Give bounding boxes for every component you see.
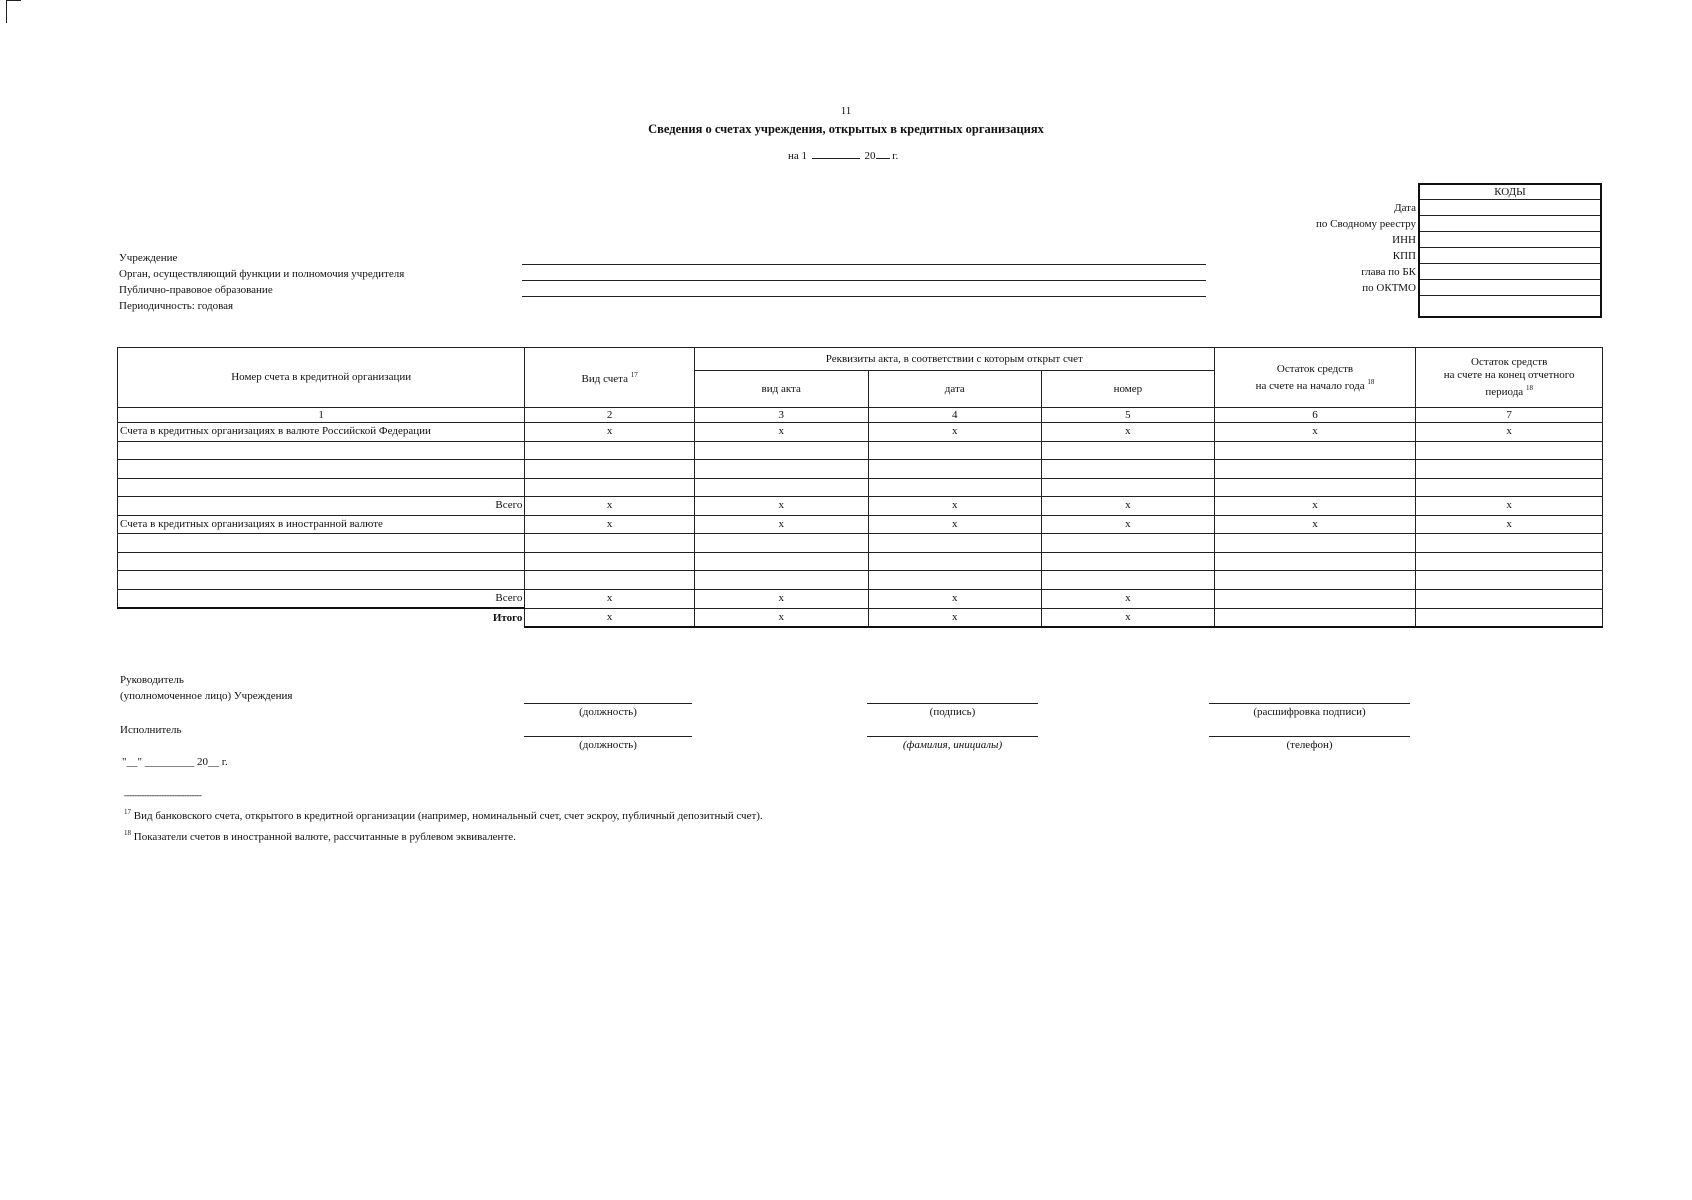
date-suffix: г.	[892, 150, 899, 162]
founder-input-line[interactable]	[522, 280, 1206, 281]
cell-mark: x	[1416, 515, 1603, 534]
table-cell[interactable]	[1042, 534, 1215, 553]
table-cell[interactable]	[525, 534, 695, 553]
field-label-public-entity: Публично-правовое образование	[119, 284, 273, 296]
cell-mark: x	[694, 608, 868, 627]
head-decoding-caption: (расшифровка подписи)	[1253, 706, 1366, 718]
cell-mark: x	[868, 497, 1042, 516]
column-number: 2	[525, 408, 695, 423]
header-balance-end-line3	[1418, 382, 1600, 399]
header-balance-start-text: на счете на начало года	[1255, 379, 1365, 392]
head-signature-line[interactable]	[867, 703, 1038, 704]
footnote-17-mark: 17	[124, 808, 131, 816]
footnote-separator: -------------------------------	[124, 790, 202, 800]
header-balance-start	[1214, 348, 1416, 408]
code-value-date[interactable]	[1419, 200, 1601, 216]
head-label-2: (уполномоченное лицо) Учреждения	[120, 690, 293, 702]
table-cell[interactable]	[1214, 608, 1416, 627]
executor-name-line[interactable]	[867, 736, 1038, 737]
footnote-18-text: Показатели счетов в иностранной валюте, рассчитанные в рублевом эквиваленте.	[133, 831, 516, 843]
header-balance-start-line1: Остаток средств	[1276, 362, 1354, 375]
cell-mark: x	[1214, 497, 1416, 516]
cell-mark: x	[868, 423, 1042, 442]
table-cell[interactable]	[1214, 571, 1416, 590]
column-number: 3	[694, 408, 868, 423]
code-value-kpp[interactable]	[1419, 248, 1601, 264]
header-balance-start-line2	[1217, 376, 1414, 393]
cell-mark: x	[1416, 497, 1603, 516]
footnote-18	[124, 826, 516, 844]
executor-phone-caption: (телефон)	[1286, 739, 1333, 751]
table-cell[interactable]	[868, 552, 1042, 571]
table-cell[interactable]	[868, 571, 1042, 590]
table-cell[interactable]	[118, 441, 525, 460]
header-act-details: Реквизиты акта, в соответствии с которым открыт счет	[694, 348, 1214, 371]
cell-mark: x	[1042, 608, 1215, 627]
total-label-foreign: Всего	[118, 589, 525, 608]
date-year-blank	[876, 148, 890, 159]
field-label-periodicity: Периодичность: годовая	[119, 300, 234, 312]
codes-header: КОДЫ	[1419, 184, 1601, 200]
table-cell[interactable]	[118, 571, 525, 590]
table-cell[interactable]	[1214, 478, 1416, 497]
header-account-type-text: Вид счета	[581, 373, 628, 385]
column-number: 4	[868, 408, 1042, 423]
table-cell[interactable]	[694, 460, 868, 479]
table-cell[interactable]	[118, 478, 525, 497]
header-balance-end-line2: на счете на конец отчетного	[1443, 369, 1575, 381]
table-row	[118, 571, 1603, 590]
field-label-founder: Орган, осуществляющий функции и полномочия учредителя	[119, 268, 405, 280]
section-label-foreign: Счета в кредитных организациях в иностранной валюте	[118, 515, 525, 534]
date-year-prefix: 20	[864, 150, 876, 162]
column-number: 5	[1042, 408, 1215, 423]
executor-position-line[interactable]	[524, 736, 692, 737]
signature-date-line[interactable]: "__" _________ 20__ г.	[122, 756, 228, 768]
table-cell[interactable]	[1042, 571, 1215, 590]
head-signature-caption: (подпись)	[929, 706, 976, 718]
footnote-18-mark: 18	[124, 829, 131, 837]
header-balance-end-line1: Остаток средств	[1471, 356, 1548, 368]
public-entity-input-line[interactable]	[522, 296, 1206, 297]
document-title: Сведения о счетах учреждения, открытых в кредитных организациях	[648, 122, 1044, 136]
header-act-type: вид акта	[694, 371, 868, 408]
section-row-rub	[118, 423, 1603, 442]
cell-mark: x	[1042, 589, 1215, 608]
executor-phone-line[interactable]	[1209, 736, 1410, 737]
field-label-institution: Учреждение	[119, 252, 178, 264]
table-cell[interactable]	[1416, 460, 1603, 479]
table-cell[interactable]	[1214, 589, 1416, 608]
table-cell[interactable]	[694, 478, 868, 497]
section-row-foreign	[118, 515, 1603, 534]
footnote-17-text: Вид банковского счета, открытого в кредитной организации (например, номинальный счет, счет эскроу, публичный депозитный счет).	[133, 810, 763, 822]
table-cell[interactable]	[525, 552, 695, 571]
column-number: 7	[1416, 408, 1603, 423]
table-cell[interactable]	[868, 460, 1042, 479]
code-value-extra[interactable]	[1419, 296, 1601, 318]
header-balance-end	[1416, 348, 1603, 408]
report-date-line	[788, 148, 898, 163]
head-decoding-line[interactable]	[1209, 703, 1410, 704]
cell-mark: x	[694, 423, 868, 442]
code-value-inn[interactable]	[1419, 232, 1601, 248]
cell-mark: x	[525, 589, 695, 608]
table-cell[interactable]	[118, 552, 525, 571]
table-cell[interactable]	[694, 441, 868, 460]
code-label-date: Дата	[1394, 202, 1416, 214]
table-cell[interactable]	[694, 534, 868, 553]
head-label-1: Руководитель	[120, 674, 184, 686]
executor-position-caption: (должность)	[579, 739, 637, 751]
table-cell[interactable]	[525, 478, 695, 497]
table-cell[interactable]	[118, 460, 525, 479]
table-cell[interactable]	[1416, 478, 1603, 497]
cell-mark: x	[1042, 515, 1215, 534]
table-cell[interactable]	[1042, 460, 1215, 479]
footnote-17	[124, 805, 763, 823]
header-act-date: дата	[868, 371, 1042, 408]
table-cell[interactable]	[868, 478, 1042, 497]
cell-mark: x	[868, 589, 1042, 608]
total-row-rub	[118, 497, 1603, 516]
code-value-bk[interactable]	[1419, 264, 1601, 280]
accounts-table	[117, 347, 1603, 628]
grand-total-label: Итого	[118, 608, 525, 627]
footnote-ref-18b: 18	[1525, 384, 1533, 392]
table-cell[interactable]	[868, 441, 1042, 460]
table-cell[interactable]	[1214, 552, 1416, 571]
cell-mark: x	[1214, 423, 1416, 442]
code-value-oktmo[interactable]	[1419, 280, 1601, 296]
table-cell[interactable]	[525, 460, 695, 479]
executor-name-caption: (фамилия, инициалы)	[902, 739, 1003, 751]
code-value-registry[interactable]	[1419, 216, 1601, 232]
cell-mark: x	[694, 497, 868, 516]
date-prefix: на 1	[788, 150, 808, 162]
head-position-line[interactable]	[524, 703, 692, 704]
code-label-inn: ИНН	[1392, 234, 1416, 246]
cell-mark: x	[1416, 423, 1603, 442]
cell-mark: x	[525, 608, 695, 627]
code-label-bk: глава по БК	[1361, 266, 1416, 278]
column-number: 6	[1214, 408, 1416, 423]
code-label-registry: по Сводному реестру	[1316, 218, 1416, 230]
cell-mark: x	[694, 515, 868, 534]
header-act-number: номер	[1042, 371, 1215, 408]
table-cell[interactable]	[1416, 608, 1603, 627]
cell-mark: x	[1042, 423, 1215, 442]
code-label-kpp: КПП	[1392, 250, 1416, 262]
table-cell[interactable]	[118, 534, 525, 553]
total-row-foreign	[118, 589, 1603, 608]
table-cell[interactable]	[525, 441, 695, 460]
table-cell[interactable]	[1214, 460, 1416, 479]
cell-mark: x	[694, 589, 868, 608]
table-row	[118, 441, 1603, 460]
header-account-number: Номер счета в кредитной организации	[118, 348, 525, 408]
date-month-blank	[812, 148, 860, 159]
table-cell[interactable]	[868, 534, 1042, 553]
grand-total-row	[118, 608, 1603, 627]
cell-mark: x	[1042, 497, 1215, 516]
table-cell[interactable]	[1042, 478, 1215, 497]
total-label-rub: Всего	[118, 497, 525, 516]
cell-mark: x	[1214, 515, 1416, 534]
page-corner-mark	[6, 0, 21, 23]
table-row	[118, 460, 1603, 479]
table-row	[118, 478, 1603, 497]
table-cell[interactable]	[1214, 441, 1416, 460]
header-balance-end-text: периода	[1485, 386, 1524, 398]
cell-mark: x	[868, 608, 1042, 627]
section-label-rub: Счета в кредитных организациях в валюте Российской Федерации	[118, 423, 525, 442]
codes-table	[1418, 183, 1602, 318]
institution-input-line[interactable]	[522, 264, 1206, 265]
cell-mark: x	[525, 515, 695, 534]
table-cell[interactable]	[1416, 552, 1603, 571]
table-cell[interactable]	[694, 552, 868, 571]
table-cell[interactable]	[1042, 552, 1215, 571]
cell-mark: x	[525, 423, 695, 442]
column-number: 1	[118, 408, 525, 423]
header-account-type	[525, 348, 695, 408]
table-cell[interactable]	[1416, 441, 1603, 460]
table-cell[interactable]	[1042, 441, 1215, 460]
footnote-ref-18a: 18	[1367, 377, 1375, 386]
table-cell[interactable]	[525, 571, 695, 590]
cell-mark: x	[868, 515, 1042, 534]
cell-mark: x	[525, 497, 695, 516]
table-cell[interactable]	[1416, 571, 1603, 590]
table-cell[interactable]	[1214, 534, 1416, 553]
table-cell[interactable]	[1416, 534, 1603, 553]
head-position-caption: (должность)	[579, 706, 637, 718]
table-cell[interactable]	[1416, 589, 1603, 608]
executor-label: Исполнитель	[120, 724, 182, 736]
table-row	[118, 552, 1603, 571]
code-label-oktmo: по ОКТМО	[1362, 282, 1416, 294]
footnote-ref-17: 17	[630, 371, 638, 379]
table-row	[118, 534, 1603, 553]
table-cell[interactable]	[694, 571, 868, 590]
page-number: 11	[840, 105, 852, 117]
